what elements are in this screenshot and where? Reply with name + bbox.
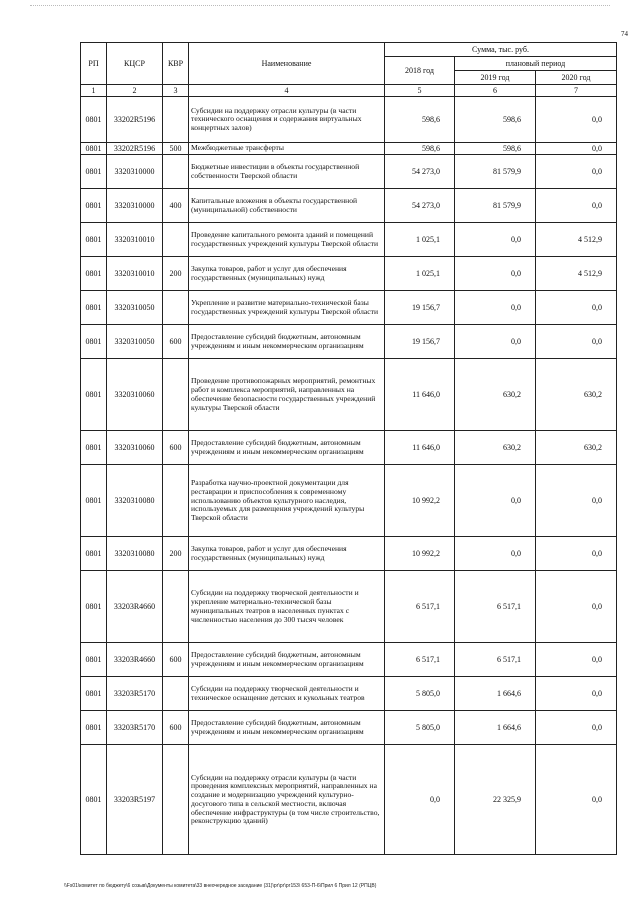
header-col-num: 5	[385, 85, 455, 97]
cell-kcsr: 3320310080	[107, 537, 163, 571]
cell-name: Закупка товаров, работ и услуг для обеспечения государственных (муниципальных) нужд	[189, 537, 385, 571]
cell-2018: 54 273,0	[385, 155, 455, 189]
table-row	[81, 325, 617, 359]
cell-2018: 11 646,0	[385, 431, 455, 465]
cell-2020: 0,0	[536, 325, 617, 359]
header-col-num: 3	[163, 85, 189, 97]
cell-rp: 0801	[81, 291, 107, 325]
cell-2019: 81 579,9	[455, 155, 536, 189]
cell-kvr	[163, 291, 189, 325]
header-name: Наименование	[189, 43, 385, 85]
cell-2019: 81 579,9	[455, 189, 536, 223]
cell-rp: 0801	[81, 465, 107, 537]
cell-kvr	[163, 97, 189, 143]
cell-name: Межбюджетные трансферты	[189, 143, 385, 155]
cell-rp: 0801	[81, 643, 107, 677]
cell-name: Капитальные вложения в объекты государственной (муниципальной) собственности	[189, 189, 385, 223]
cell-kcsr: 33203R4660	[107, 571, 163, 643]
cell-2020: 0,0	[536, 291, 617, 325]
cell-2020: 0,0	[536, 745, 617, 855]
cell-kcsr: 3320310000	[107, 189, 163, 223]
cell-2018: 10 992,2	[385, 465, 455, 537]
cell-name: Предоставление субсидий бюджетным, автономным учреждениям и иным некоммерческим организациям	[189, 431, 385, 465]
cell-2020: 0,0	[536, 155, 617, 189]
header-col-num: 2	[107, 85, 163, 97]
cell-kvr	[163, 223, 189, 257]
table-row	[81, 223, 617, 257]
cell-rp: 0801	[81, 711, 107, 745]
cell-rp: 0801	[81, 431, 107, 465]
cell-rp: 0801	[81, 325, 107, 359]
cell-2018: 11 646,0	[385, 359, 455, 431]
header-rp: РП	[81, 43, 107, 85]
cell-rp: 0801	[81, 745, 107, 855]
cell-name: Закупка товаров, работ и услуг для обеспечения государственных (муниципальных) нужд	[189, 257, 385, 291]
cell-2019: 0,0	[455, 257, 536, 291]
cell-rp: 0801	[81, 257, 107, 291]
cell-2020: 0,0	[536, 97, 617, 143]
cell-2020: 4 512,9	[536, 223, 617, 257]
cell-2020: 0,0	[536, 143, 617, 155]
cell-2018: 10 992,2	[385, 537, 455, 571]
cell-2018: 5 805,0	[385, 677, 455, 711]
cell-rp: 0801	[81, 155, 107, 189]
header-kcsr: КЦСР	[107, 43, 163, 85]
cell-2019: 0,0	[455, 325, 536, 359]
table-row	[81, 155, 617, 189]
cell-name: Проведение капитального ремонта зданий и помещений государственных учреждений культуры Тверской области	[189, 223, 385, 257]
cell-kcsr: 33203R5197	[107, 745, 163, 855]
cell-2019: 6 517,1	[455, 643, 536, 677]
cell-2019: 1 664,6	[455, 677, 536, 711]
cell-kcsr: 3320310010	[107, 223, 163, 257]
cell-name: Предоставление субсидий бюджетным, автономным учреждениям и иным некоммерческим организациям	[189, 643, 385, 677]
cell-2018: 19 156,7	[385, 291, 455, 325]
cell-name: Предоставление субсидий бюджетным, автономным учреждениям и иным некоммерческим организациям	[189, 711, 385, 745]
cell-rp: 0801	[81, 143, 107, 155]
cell-2020: 0,0	[536, 189, 617, 223]
cell-kvr: 500	[163, 143, 189, 155]
cell-2020: 630,2	[536, 359, 617, 431]
header-col-num: 7	[536, 85, 617, 97]
cell-2020: 0,0	[536, 465, 617, 537]
budget-table	[80, 42, 617, 855]
header-plan-period: плановый период	[455, 57, 617, 71]
cell-2019: 0,0	[455, 291, 536, 325]
cell-2018: 598,6	[385, 97, 455, 143]
table-row	[81, 465, 617, 537]
cell-2018: 6 517,1	[385, 571, 455, 643]
cell-2019: 6 517,1	[455, 571, 536, 643]
cell-kcsr: 33202R5196	[107, 97, 163, 143]
cell-kcsr: 33203R5170	[107, 677, 163, 711]
cell-2020: 0,0	[536, 677, 617, 711]
cell-rp: 0801	[81, 223, 107, 257]
header-kvr: КВР	[163, 43, 189, 85]
cell-2020: 0,0	[536, 571, 617, 643]
cell-kcsr: 33203R4660	[107, 643, 163, 677]
cell-2020: 0,0	[536, 711, 617, 745]
cell-2019: 1 664,6	[455, 711, 536, 745]
cell-2020: 630,2	[536, 431, 617, 465]
table-row	[81, 431, 617, 465]
scan-artifact	[30, 5, 610, 9]
table-row	[81, 257, 617, 291]
cell-2018: 0,0	[385, 745, 455, 855]
cell-kcsr: 3320310080	[107, 465, 163, 537]
cell-rp: 0801	[81, 189, 107, 223]
table-row	[81, 571, 617, 643]
table-row	[81, 537, 617, 571]
cell-rp: 0801	[81, 97, 107, 143]
cell-kcsr: 3320310060	[107, 359, 163, 431]
cell-kvr	[163, 571, 189, 643]
cell-2020: 0,0	[536, 643, 617, 677]
cell-kvr	[163, 745, 189, 855]
header-col-num: 6	[455, 85, 536, 97]
cell-rp: 0801	[81, 677, 107, 711]
cell-kvr: 600	[163, 325, 189, 359]
cell-2018: 19 156,7	[385, 325, 455, 359]
header-2018: 2018 год	[385, 57, 455, 85]
cell-kvr: 600	[163, 643, 189, 677]
cell-2019: 0,0	[455, 465, 536, 537]
table-body	[81, 97, 617, 855]
table-row	[81, 97, 617, 143]
cell-2019: 598,6	[455, 143, 536, 155]
cell-rp: 0801	[81, 571, 107, 643]
header-col-num: 4	[189, 85, 385, 97]
cell-kcsr: 3320310010	[107, 257, 163, 291]
cell-2018: 598,6	[385, 143, 455, 155]
cell-kvr	[163, 465, 189, 537]
cell-name: Разработка научно-проектной документации для реставрации и приспособления к современному использованию объектов культурного наследия, используемых для размещения учреждений культуры Тверской области	[189, 465, 385, 537]
cell-2018: 54 273,0	[385, 189, 455, 223]
cell-kvr: 200	[163, 257, 189, 291]
cell-2019: 0,0	[455, 223, 536, 257]
page-number: 74	[621, 30, 628, 38]
file-path-footer: \\Fs01\комитет по бюджету\6 созыв\Документы комитета\33 внеочередное заседание (31)\рг\рг\рг153\ 653-П-6\Прил 6 Прил 12 (РПЦВ)	[64, 883, 377, 889]
header-col-num: 1	[81, 85, 107, 97]
table-row	[81, 291, 617, 325]
table-row	[81, 189, 617, 223]
cell-name: Субсидии на поддержку творческой деятельности и техническое оснащение детских и кукольных театров	[189, 677, 385, 711]
cell-kvr	[163, 677, 189, 711]
table-row	[81, 643, 617, 677]
cell-2019: 598,6	[455, 97, 536, 143]
cell-kvr	[163, 359, 189, 431]
cell-2018: 5 805,0	[385, 711, 455, 745]
header-2020: 2020 год	[536, 71, 617, 85]
cell-kvr: 400	[163, 189, 189, 223]
cell-2019: 22 325,9	[455, 745, 536, 855]
cell-2019: 630,2	[455, 359, 536, 431]
cell-2020: 4 512,9	[536, 257, 617, 291]
cell-name: Укрепление и развитие материально-технической базы государственных учреждений культуры Тверской области	[189, 291, 385, 325]
cell-rp: 0801	[81, 359, 107, 431]
cell-2018: 1 025,1	[385, 223, 455, 257]
table-row	[81, 745, 617, 855]
cell-kcsr: 3320310000	[107, 155, 163, 189]
cell-kvr	[163, 155, 189, 189]
cell-name: Проведение противопожарных мероприятий, ремонтных работ и комплекса мероприятий, направленных на обеспечение безопасности государственных учреждений культуры Тверской области	[189, 359, 385, 431]
cell-2019: 0,0	[455, 537, 536, 571]
cell-2020: 0,0	[536, 537, 617, 571]
cell-kcsr: 3320310050	[107, 325, 163, 359]
table-row	[81, 677, 617, 711]
cell-kcsr: 33202R5196	[107, 143, 163, 155]
cell-kcsr: 33203R5170	[107, 711, 163, 745]
header-2019: 2019 год	[455, 71, 536, 85]
cell-2019: 630,2	[455, 431, 536, 465]
cell-2018: 1 025,1	[385, 257, 455, 291]
table-row	[81, 143, 617, 155]
table-row	[81, 711, 617, 745]
cell-kcsr: 3320310050	[107, 291, 163, 325]
cell-2018: 6 517,1	[385, 643, 455, 677]
cell-name: Субсидии на поддержку творческой деятельности и укрепление материально-технической базы муниципальных театров в населенных пунктах с численностью населения до 300 тысяч человек	[189, 571, 385, 643]
header-sum: Сумма, тыс. руб.	[385, 43, 617, 57]
cell-kvr: 200	[163, 537, 189, 571]
cell-name: Субсидии на поддержку отрасли культуры (в части технического оснащения и содержания виртуальных концертных залов)	[189, 97, 385, 143]
cell-kcsr: 3320310060	[107, 431, 163, 465]
cell-name: Предоставление субсидий бюджетным, автономным учреждениям и иным некоммерческим организациям	[189, 325, 385, 359]
cell-kvr: 600	[163, 711, 189, 745]
cell-kvr: 600	[163, 431, 189, 465]
cell-name: Субсидии на поддержку отрасли культуры (в части проведения комплексных мероприятий, направленных на создание и модернизацию учреждений культурно-досугового типа в сельской местности, включая обеспечение инфраструктуры (в том числе строительство, реконструкцию зданий)	[189, 745, 385, 855]
cell-name: Бюджетные инвестиции в объекты государственной собственности Тверской области	[189, 155, 385, 189]
table-row	[81, 359, 617, 431]
cell-rp: 0801	[81, 537, 107, 571]
